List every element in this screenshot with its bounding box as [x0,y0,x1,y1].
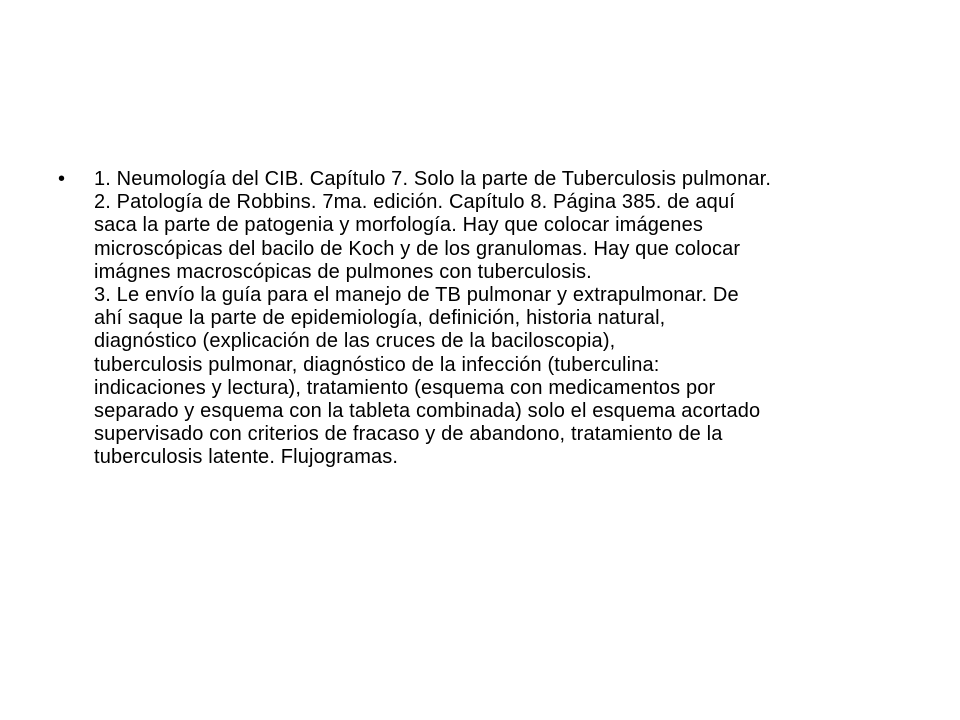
text-line: ahí saque la parte de epidemiología, definición, historia natural, [94,307,666,330]
bullet-marker: • [58,168,66,190]
text-line: tuberculosis pulmonar, diagnóstico de la infección (tuberculina: [94,353,660,376]
text-line: tuberculosis latente. Flujogramas. [94,446,399,469]
text-line: 3. Le envío la guía para el manejo de TB pulmonar y extrapulmonar. De [94,284,739,307]
text-line: 1. Neumología del CIB. Capítulo 7. Solo la parte de Tuberculosis pulmonar. [94,168,772,190]
text-line: 2. Patología de Robbins. 7ma. edición. Capítulo 8. Página 385. de aquí [94,191,735,214]
text-line: microscópicas del bacilo de Koch y de los granulomas. Hay que colocar [94,237,741,260]
text-line: indicaciones y lectura), tratamiento (esquema con medicamentos por [94,376,716,399]
text-line: separado y esquema con la tableta combinada) solo el esquema acortado [94,400,761,423]
bullet-text [94,168,918,470]
text-line: saca la parte de patogenia y morfología. Hay que colocar imágenes [94,214,703,237]
text-line: diagnóstico (explicación de las cruces de la baciloscopia), [94,330,616,353]
text-line: supervisado con criterios de fracaso y de abandono, tratamiento de la [94,423,723,446]
bullet-item [58,168,918,470]
text-line: imágnes macroscópicas de pulmones con tuberculosis. [94,260,592,283]
